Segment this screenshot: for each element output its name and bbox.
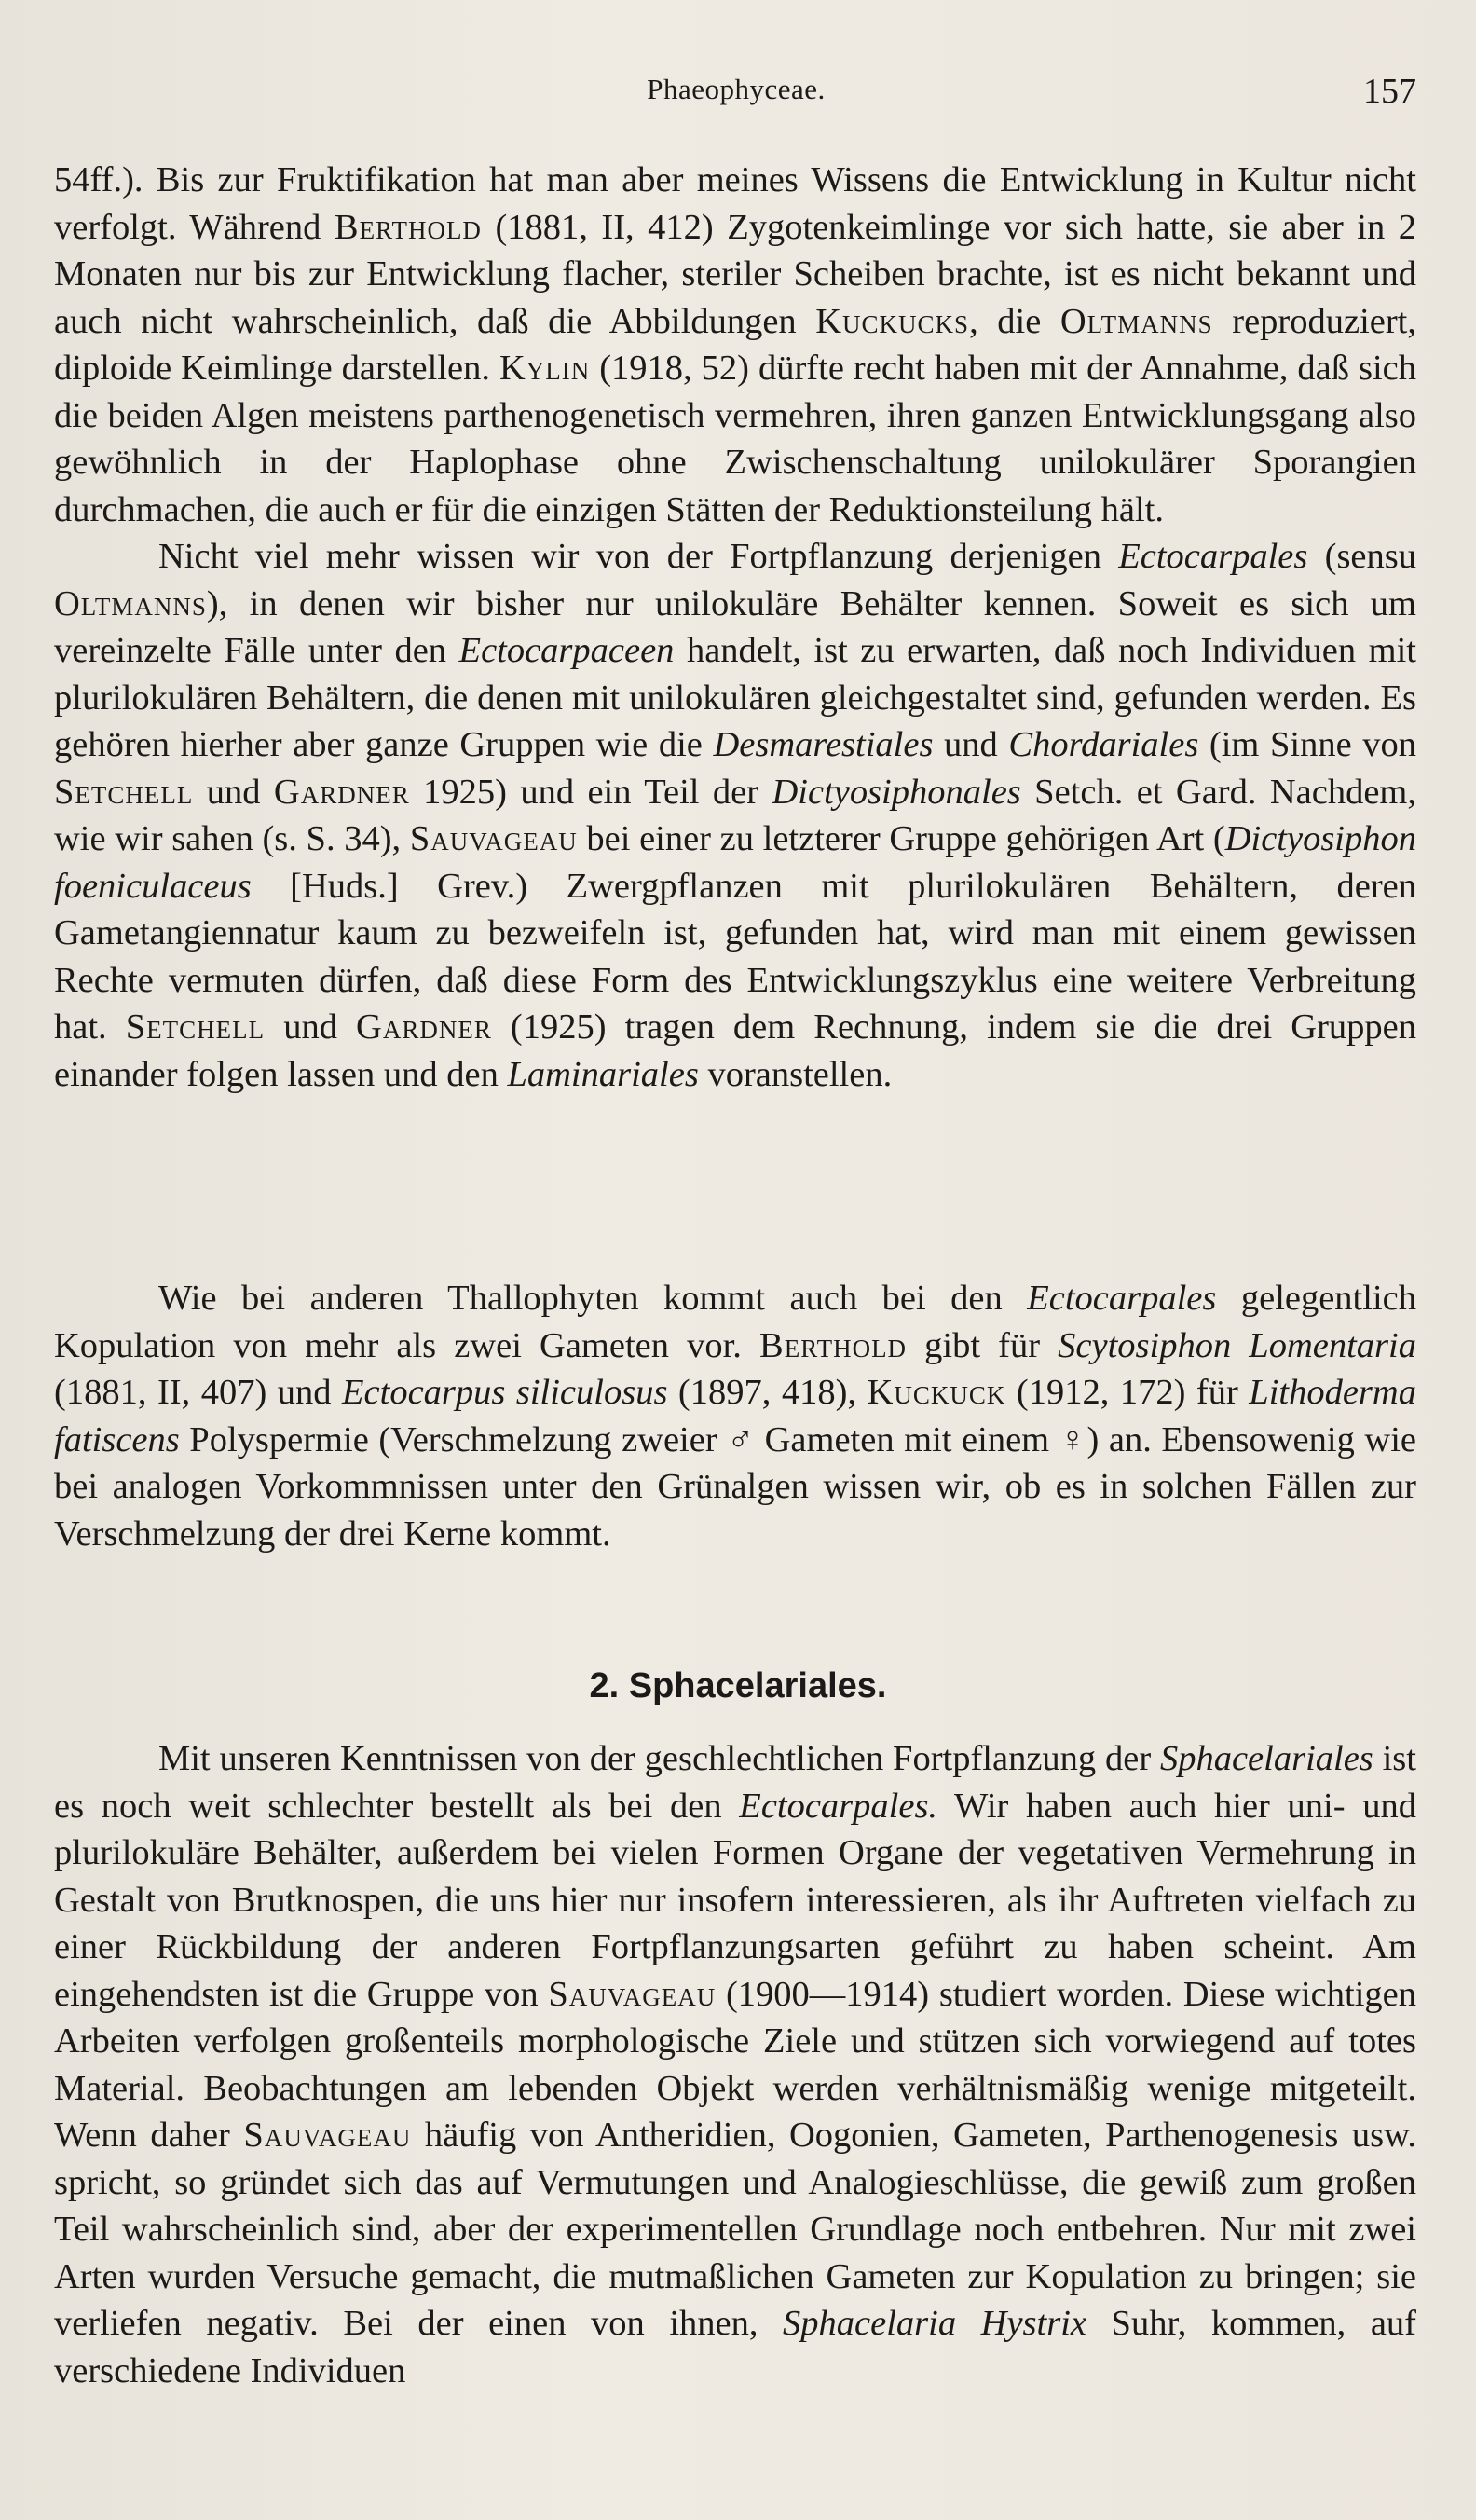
paragraph-1 <box>54 157 1416 1098</box>
text-run: gibt für <box>907 1325 1059 1365</box>
author-name: Kylin <box>499 349 591 388</box>
taxon-name: Ectocarpales. <box>739 1786 938 1826</box>
text-run: Polyspermie (Verschmelzung zweier ♂ Gameten mit einem ♀) an. Ebensowenig wie bei analogen Vorkommnissen unter den Grünalgen wissen wir, ob es in solchen Fällen zur Verschmelzung der drei Kerne kommt. <box>54 1419 1416 1554</box>
text-run: ist es noch weit schlechter bestellt als bei den <box>54 1739 1416 1826</box>
text-run: Mit unseren Kenntnissen von der geschlechtlichen Fortpflanzung der <box>158 1739 1160 1778</box>
taxon-name: Lithoderma fatiscens <box>54 1373 1416 1459</box>
taxon-name: Ectocarpales <box>1027 1279 1217 1318</box>
text-run: (1918, 52) dürfte recht haben mit der Annahme, daß sich die beiden Algen meistens parthenogenetisch vermehren, ihren ganzen Entwicklungsgang also gewöhnlich in der Haplophase ohne Zwischenschaltung unilokulärer Sporangien durchmachen, die auch er für die einzigen Stätten der Reduktionsteilung hält. <box>54 349 1416 529</box>
text-run: und <box>193 772 274 812</box>
text-run: [Huds.] Grev.) Zwergpflanzen mit plurilokulären Behältern, deren Gametangiennatur kaum zu bezweifeln ist, gefunden hat, wird man mit einem gewissen Rechte vermuten dürfen, daß diese Form des Entwicklungszyklus eine weitere Verbreitung hat. <box>54 866 1416 1047</box>
text-run: , die <box>969 301 1060 341</box>
page-header <box>56 73 1416 119</box>
text-run: handelt, ist zu erwarten, daß noch Individuen mit plurilokulären Behältern, die denen mit unilokulären gleichgestaltet sind, gefunden werden. Es gehören hierher aber ganze Gruppen wie die <box>54 631 1416 764</box>
text-run: (im Sinne von <box>1198 725 1417 764</box>
page-number: 157 <box>1363 72 1416 111</box>
taxon-name: Ectocarpaceen <box>458 631 675 670</box>
taxon-name: Dictyosiphon foeniculaceus <box>54 819 1417 906</box>
author-name: Sauvageau <box>243 2116 412 2155</box>
text-run: Setch. et Gard. Nachdem, wie wir sahen (s. S. 34), <box>54 772 1417 858</box>
author-name: Setchell <box>54 772 194 812</box>
taxon-name: Chordariales <box>1008 725 1199 764</box>
author-name: Gardner <box>356 1007 492 1047</box>
text-run: gelegentlich Kopulation von mehr als zwei Gameten vor. <box>54 1279 1416 1365</box>
text-run: und <box>933 725 1009 764</box>
text-run: bei einer zu letzterer Gruppe gehörigen Art ( <box>577 819 1225 858</box>
taxon-name: Scytosiphon Lomentaria <box>1058 1325 1416 1365</box>
paragraph-3 <box>54 1275 1416 1557</box>
text-run: (1925) tragen dem Rechnung, indem sie die drei Gruppen einander folgen lassen und den <box>54 1007 1417 1094</box>
text-run: voranstellen. <box>698 1054 893 1094</box>
taxon-name: Ectocarpus siliculosus <box>342 1373 668 1412</box>
taxon-name: Ectocarpales <box>1118 537 1308 576</box>
running-title: Phaeophyceae. <box>647 73 826 105</box>
paragraph-4 <box>54 1735 1416 2394</box>
text-run: (1881, II, 412) Zygotenkeimlinge vor sich hatte, sie aber in 2 Monaten nur bis zur Entwicklung flacher, steriler Scheiben brachte, ist es nicht bekannt und auch nicht wahrscheinlich, daß die Abbildungen <box>54 207 1416 341</box>
text-run: (1912, 172) für <box>1005 1373 1250 1412</box>
section-heading: 2. Sphacelariales. <box>589 1666 887 1705</box>
text-run: 1925) und ein Teil der <box>409 772 772 812</box>
author-name: Berthold <box>334 207 482 247</box>
text-run: (1900—1914) studiert worden. Diese wichtigen Arbeiten verfolgen großenteils morphologische Ziele und stützen sich vorwiegend auf totes Material. Beobachtungen am lebenden Objekt werden verhältnismäßig wenige mitgeteilt. Wenn daher <box>54 1974 1416 2155</box>
author-name: Sauvageau <box>409 819 578 858</box>
taxon-name: Sphacelariales <box>1159 1739 1374 1778</box>
text-run: (sensu <box>1307 537 1416 576</box>
text-run: Suhr, kommen, auf verschiedene Individuen <box>54 2304 1416 2390</box>
text-run: häufig von Antheridien, Oogonien, Gameten, Parthenogenesis usw. spricht, so gründet sich das auf Vermutungen und Analogieschlüsse, die gewiß zum großen Teil wahrscheinlich sind, aber der experimentellen Grundlage noch entbehren. Nur mit zwei Arten wurden Versuche gemacht, die mutmaßlichen Gameten zur Kopulation zu bringen; sie verliefen negativ. Bei der einen von ihnen, <box>54 2116 1416 2343</box>
text-run: und <box>265 1007 357 1047</box>
text-run: ), in denen wir bisher nur unilokuläre Behälter kennen. Soweit es sich um vereinzelte Fälle unter den <box>54 583 1416 670</box>
author-name: Kuckucks <box>815 301 970 341</box>
text-run: (1897, 418), <box>667 1373 868 1412</box>
text-run: (1881, II, 407) und <box>54 1373 343 1412</box>
paragraph-2 <box>54 533 1416 1098</box>
author-name: Setchell <box>125 1007 266 1047</box>
author-name: Oltmanns <box>54 583 207 623</box>
author-name: Sauvageau <box>548 1974 717 2014</box>
text-run: Nicht viel mehr wissen wir von der Fortpflanzung derjenigen <box>158 537 1119 576</box>
text-run: reproduziert, diploide Keimlinge darstellen. <box>54 301 1416 388</box>
author-name: Oltmanns <box>1059 301 1213 341</box>
taxon-name: Laminariales <box>507 1054 699 1094</box>
text-run: Wie bei anderen Thallophyten kommt auch bei den <box>158 1279 1028 1318</box>
taxon-name: Sphacelaria Hystrix <box>783 2304 1086 2343</box>
text-run: Wir haben auch hier uni- und plurilokuläre Behälter, außerdem bei vielen Formen Organe der vegetativen Vermehrung in Gestalt von Brutknospen, die uns hier nur insofern interessieren, als ihr Auftreten vielfach zu einer Rückbildung der anderen Fortpflanzungsarten geführt zu haben scheint. Am eingehendsten ist die Gruppe von <box>54 1786 1417 2014</box>
author-name: Berthold <box>759 1325 908 1365</box>
taxon-name: Dictyosiphonales <box>772 772 1021 812</box>
author-name: Kuckuck <box>867 1373 1006 1412</box>
taxon-name: Desmarestiales <box>713 725 934 764</box>
text-run: 54ff.). Bis zur Fruktifikation hat man aber meines Wissens die Entwicklung in Kultur nicht verfolgt. Während <box>54 160 1416 247</box>
author-name: Gardner <box>273 772 410 812</box>
